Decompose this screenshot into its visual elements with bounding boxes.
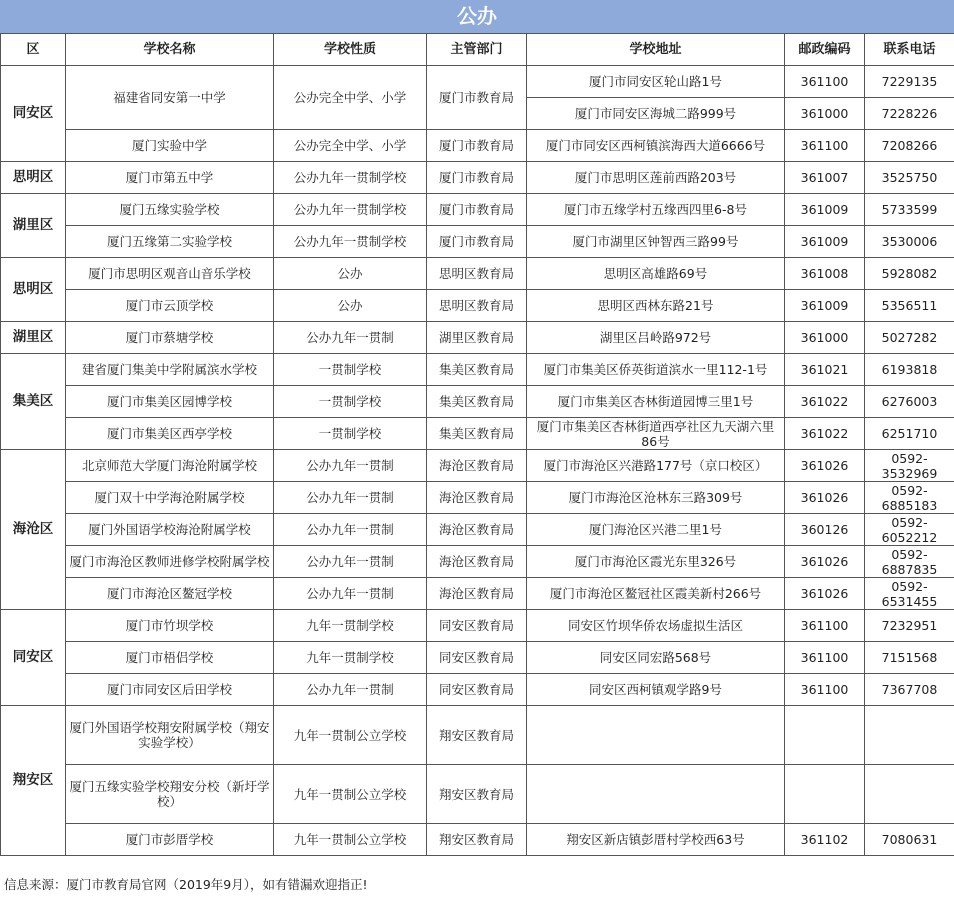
- school-type-cell: 公办九年一贯制: [274, 578, 427, 610]
- school-name-cell: 厦门市云顶学校: [66, 290, 274, 322]
- source-note: 信息来源：厦门市教育局官网（2019年9月），如有错漏欢迎指正!: [4, 877, 368, 892]
- table-row: [1, 610, 954, 642]
- table-row: [1, 258, 954, 290]
- phone-cell: 7228226: [865, 98, 954, 130]
- department-cell: 海沧区教育局: [427, 546, 527, 578]
- department-cell: 厦门市教育局: [427, 226, 527, 258]
- column-header-district: 区: [1, 34, 66, 66]
- column-header-address: 学校地址: [527, 34, 785, 66]
- address-cell: 厦门市同安区轮山路1号: [527, 66, 785, 98]
- department-cell: 思明区教育局: [427, 290, 527, 322]
- address-cell: 思明区高雄路69号: [527, 258, 785, 290]
- address-cell: 厦门市五缘学村五缘西四里6-8号: [527, 194, 785, 226]
- table-row: [1, 642, 954, 674]
- zip-cell: 361009: [785, 194, 865, 226]
- table-row: [1, 418, 954, 450]
- address-cell: 厦门市海沧区霞光东里326号: [527, 546, 785, 578]
- address-cell: 厦门市同安区海城二路999号: [527, 98, 785, 130]
- table-row: [1, 66, 954, 98]
- address-cell: 厦门市集美区杏林街道园博三里1号: [527, 386, 785, 418]
- school-name-cell: 厦门市蔡塘学校: [66, 322, 274, 354]
- department-cell: 厦门市教育局: [427, 162, 527, 194]
- department-cell: 翔安区教育局: [427, 706, 527, 765]
- department-cell: 翔安区教育局: [427, 824, 527, 856]
- zip-cell: 361009: [785, 226, 865, 258]
- department-cell: 集美区教育局: [427, 354, 527, 386]
- school-type-cell: 公办: [274, 258, 427, 290]
- district-cell: 同安区: [1, 610, 66, 706]
- zip-cell: 361021: [785, 354, 865, 386]
- header-row: [1, 34, 954, 66]
- school-type-cell: 公办九年一贯制: [274, 674, 427, 706]
- zip-cell: 361102: [785, 824, 865, 856]
- school-name-cell: 厦门五缘实验学校: [66, 194, 274, 226]
- address-cell: 厦门市集美区侨英街道滨水一里112-1号: [527, 354, 785, 386]
- zip-cell: 361026: [785, 482, 865, 514]
- school-name-cell: 厦门市思明区观音山音乐学校: [66, 258, 274, 290]
- table-title: 公办: [0, 0, 954, 33]
- school-type-cell: 公办: [274, 290, 427, 322]
- district-cell: 湖里区: [1, 194, 66, 258]
- phone-cell: 7229135: [865, 66, 954, 98]
- phone-cell: 6193818: [865, 354, 954, 386]
- phone-cell: 6251710: [865, 418, 954, 450]
- department-cell: 同安区教育局: [427, 642, 527, 674]
- column-header-type: 学校性质: [274, 34, 427, 66]
- school-name-cell: 福建省同安第一中学: [66, 66, 274, 130]
- table-row: [1, 322, 954, 354]
- school-type-cell: 公办九年一贯制: [274, 322, 427, 354]
- zip-cell: 361026: [785, 450, 865, 482]
- zip-cell: 361000: [785, 98, 865, 130]
- column-header-zip: 邮政编码: [785, 34, 865, 66]
- zip-cell: 361026: [785, 578, 865, 610]
- table-row: [1, 226, 954, 258]
- school-name-cell: 厦门市海沧区鳌冠学校: [66, 578, 274, 610]
- phone-cell: 5733599: [865, 194, 954, 226]
- phone-cell: 0592-6887835: [865, 546, 954, 578]
- school-name-cell: 厦门实验中学: [66, 130, 274, 162]
- school-type-cell: 九年一贯制公立学校: [274, 824, 427, 856]
- address-cell: 同安区同宏路568号: [527, 642, 785, 674]
- phone-cell: 0592-6885183: [865, 482, 954, 514]
- school-type-cell: 公办九年一贯制学校: [274, 194, 427, 226]
- phone-cell: 0592-6531455: [865, 578, 954, 610]
- school-type-cell: 一贯制学校: [274, 354, 427, 386]
- school-name-cell: 厦门市集美区园博学校: [66, 386, 274, 418]
- zip-cell: 361100: [785, 130, 865, 162]
- address-cell: [527, 765, 785, 824]
- table-row: [1, 290, 954, 322]
- phone-cell: 5356511: [865, 290, 954, 322]
- department-cell: 同安区教育局: [427, 674, 527, 706]
- district-cell: 集美区: [1, 354, 66, 450]
- school-type-cell: 公办九年一贯制学校: [274, 226, 427, 258]
- school-name-cell: 北京师范大学厦门海沧附属学校: [66, 450, 274, 482]
- district-cell: 同安区: [1, 66, 66, 162]
- zip-cell: 361100: [785, 610, 865, 642]
- zip-cell: 361022: [785, 418, 865, 450]
- department-cell: 厦门市教育局: [427, 66, 527, 130]
- school-name-cell: 厦门市彭厝学校: [66, 824, 274, 856]
- address-cell: 思明区西林东路21号: [527, 290, 785, 322]
- address-cell: 厦门海沧区兴港二里1号: [527, 514, 785, 546]
- phone-cell: 5928082: [865, 258, 954, 290]
- address-cell: 厦门市湖里区钟智西三路99号: [527, 226, 785, 258]
- zip-cell: 361022: [785, 386, 865, 418]
- address-cell: 厦门市海沧区沧林东三路309号: [527, 482, 785, 514]
- address-cell: 厦门市集美区杏林街道西亭社区九天湖六里86号: [527, 418, 785, 450]
- zip-cell: 361026: [785, 546, 865, 578]
- school-type-cell: 公办完全中学、小学: [274, 130, 427, 162]
- table-row: [1, 514, 954, 546]
- table-row: [1, 130, 954, 162]
- school-type-cell: 公办九年一贯制: [274, 546, 427, 578]
- table-row: [1, 674, 954, 706]
- phone-cell: [865, 706, 954, 765]
- table-row: [1, 354, 954, 386]
- address-cell: 湖里区吕岭路972号: [527, 322, 785, 354]
- district-cell: 思明区: [1, 258, 66, 322]
- column-header-dept: 主管部门: [427, 34, 527, 66]
- table-row: [1, 450, 954, 482]
- address-cell: 厦门市同安区西柯镇滨海西大道6666号: [527, 130, 785, 162]
- school-name-cell: 厦门市同安区后田学校: [66, 674, 274, 706]
- phone-cell: 7151568: [865, 642, 954, 674]
- school-type-cell: 公办九年一贯制: [274, 514, 427, 546]
- school-name-cell: 厦门外国语学校翔安附属学校（翔安实验学校）: [66, 706, 274, 765]
- school-type-cell: 公办完全中学、小学: [274, 66, 427, 130]
- school-name-cell: 厦门市集美区西亭学校: [66, 418, 274, 450]
- phone-cell: 7208266: [865, 130, 954, 162]
- table-row: [1, 706, 954, 765]
- district-cell: 海沧区: [1, 450, 66, 610]
- column-header-phone: 联系电话: [865, 34, 954, 66]
- school-type-cell: 九年一贯制公立学校: [274, 706, 427, 765]
- address-cell: 同安区竹坝华侨农场虚拟生活区: [527, 610, 785, 642]
- zip-cell: [785, 706, 865, 765]
- zip-cell: 361009: [785, 290, 865, 322]
- table-row: [1, 824, 954, 856]
- district-cell: 翔安区: [1, 706, 66, 856]
- department-cell: 海沧区教育局: [427, 578, 527, 610]
- phone-cell: 6276003: [865, 386, 954, 418]
- zip-cell: 361007: [785, 162, 865, 194]
- address-cell: [527, 706, 785, 765]
- zip-cell: 361100: [785, 66, 865, 98]
- table-row: [1, 162, 954, 194]
- phone-cell: 3525750: [865, 162, 954, 194]
- school-type-cell: 一贯制学校: [274, 418, 427, 450]
- zip-cell: 361000: [785, 322, 865, 354]
- zip-cell: 361100: [785, 642, 865, 674]
- column-header-name: 学校名称: [66, 34, 274, 66]
- school-type-cell: 九年一贯制公立学校: [274, 765, 427, 824]
- department-cell: 集美区教育局: [427, 418, 527, 450]
- department-cell: 同安区教育局: [427, 610, 527, 642]
- zip-cell: 361100: [785, 674, 865, 706]
- department-cell: 集美区教育局: [427, 386, 527, 418]
- phone-cell: 5027282: [865, 322, 954, 354]
- school-type-cell: 九年一贯制学校: [274, 610, 427, 642]
- address-cell: 厦门市海沧区兴港路177号（京口校区）: [527, 450, 785, 482]
- school-name-cell: 厦门五缘第二实验学校: [66, 226, 274, 258]
- school-name-cell: 建省厦门集美中学附属滨水学校: [66, 354, 274, 386]
- department-cell: 海沧区教育局: [427, 514, 527, 546]
- department-cell: 翔安区教育局: [427, 765, 527, 824]
- school-name-cell: 厦门市海沧区教师进修学校附属学校: [66, 546, 274, 578]
- school-type-cell: 九年一贯制学校: [274, 642, 427, 674]
- school-type-cell: 公办九年一贯制学校: [274, 162, 427, 194]
- table-row: [1, 194, 954, 226]
- school-name-cell: 厦门市第五中学: [66, 162, 274, 194]
- phone-cell: 7367708: [865, 674, 954, 706]
- zip-cell: [785, 765, 865, 824]
- department-cell: 厦门市教育局: [427, 130, 527, 162]
- phone-cell: 3530006: [865, 226, 954, 258]
- department-cell: 海沧区教育局: [427, 482, 527, 514]
- table-row: [1, 578, 954, 610]
- department-cell: 湖里区教育局: [427, 322, 527, 354]
- school-name-cell: 厦门五缘实验学校翔安分校（新圩学校）: [66, 765, 274, 824]
- district-cell: 思明区: [1, 162, 66, 194]
- address-cell: 翔安区新店镇彭厝村学校西63号: [527, 824, 785, 856]
- school-name-cell: 厦门市梧侣学校: [66, 642, 274, 674]
- phone-cell: 0592-3532969: [865, 450, 954, 482]
- school-name-cell: 厦门双十中学海沧附属学校: [66, 482, 274, 514]
- phone-cell: [865, 765, 954, 824]
- table-row: [1, 386, 954, 418]
- school-name-cell: 厦门外国语学校海沧附属学校: [66, 514, 274, 546]
- table-row: [1, 765, 954, 824]
- school-type-cell: 公办九年一贯制: [274, 450, 427, 482]
- phone-cell: 0592-6052212: [865, 514, 954, 546]
- phone-cell: 7232951: [865, 610, 954, 642]
- school-type-cell: 一贯制学校: [274, 386, 427, 418]
- district-cell: 湖里区: [1, 322, 66, 354]
- table-row: [1, 546, 954, 578]
- table-row: [1, 482, 954, 514]
- address-cell: 同安区西柯镇观学路9号: [527, 674, 785, 706]
- department-cell: 海沧区教育局: [427, 450, 527, 482]
- school-name-cell: 厦门市竹坝学校: [66, 610, 274, 642]
- zip-cell: 361008: [785, 258, 865, 290]
- school-type-cell: 公办九年一贯制: [274, 482, 427, 514]
- address-cell: 厦门市思明区莲前西路203号: [527, 162, 785, 194]
- department-cell: 思明区教育局: [427, 258, 527, 290]
- schools-table: [0, 33, 954, 856]
- zip-cell: 360126: [785, 514, 865, 546]
- department-cell: 厦门市教育局: [427, 194, 527, 226]
- address-cell: 厦门市海沧区鳌冠社区霞美新村266号: [527, 578, 785, 610]
- table-body: [1, 66, 954, 856]
- phone-cell: 7080631: [865, 824, 954, 856]
